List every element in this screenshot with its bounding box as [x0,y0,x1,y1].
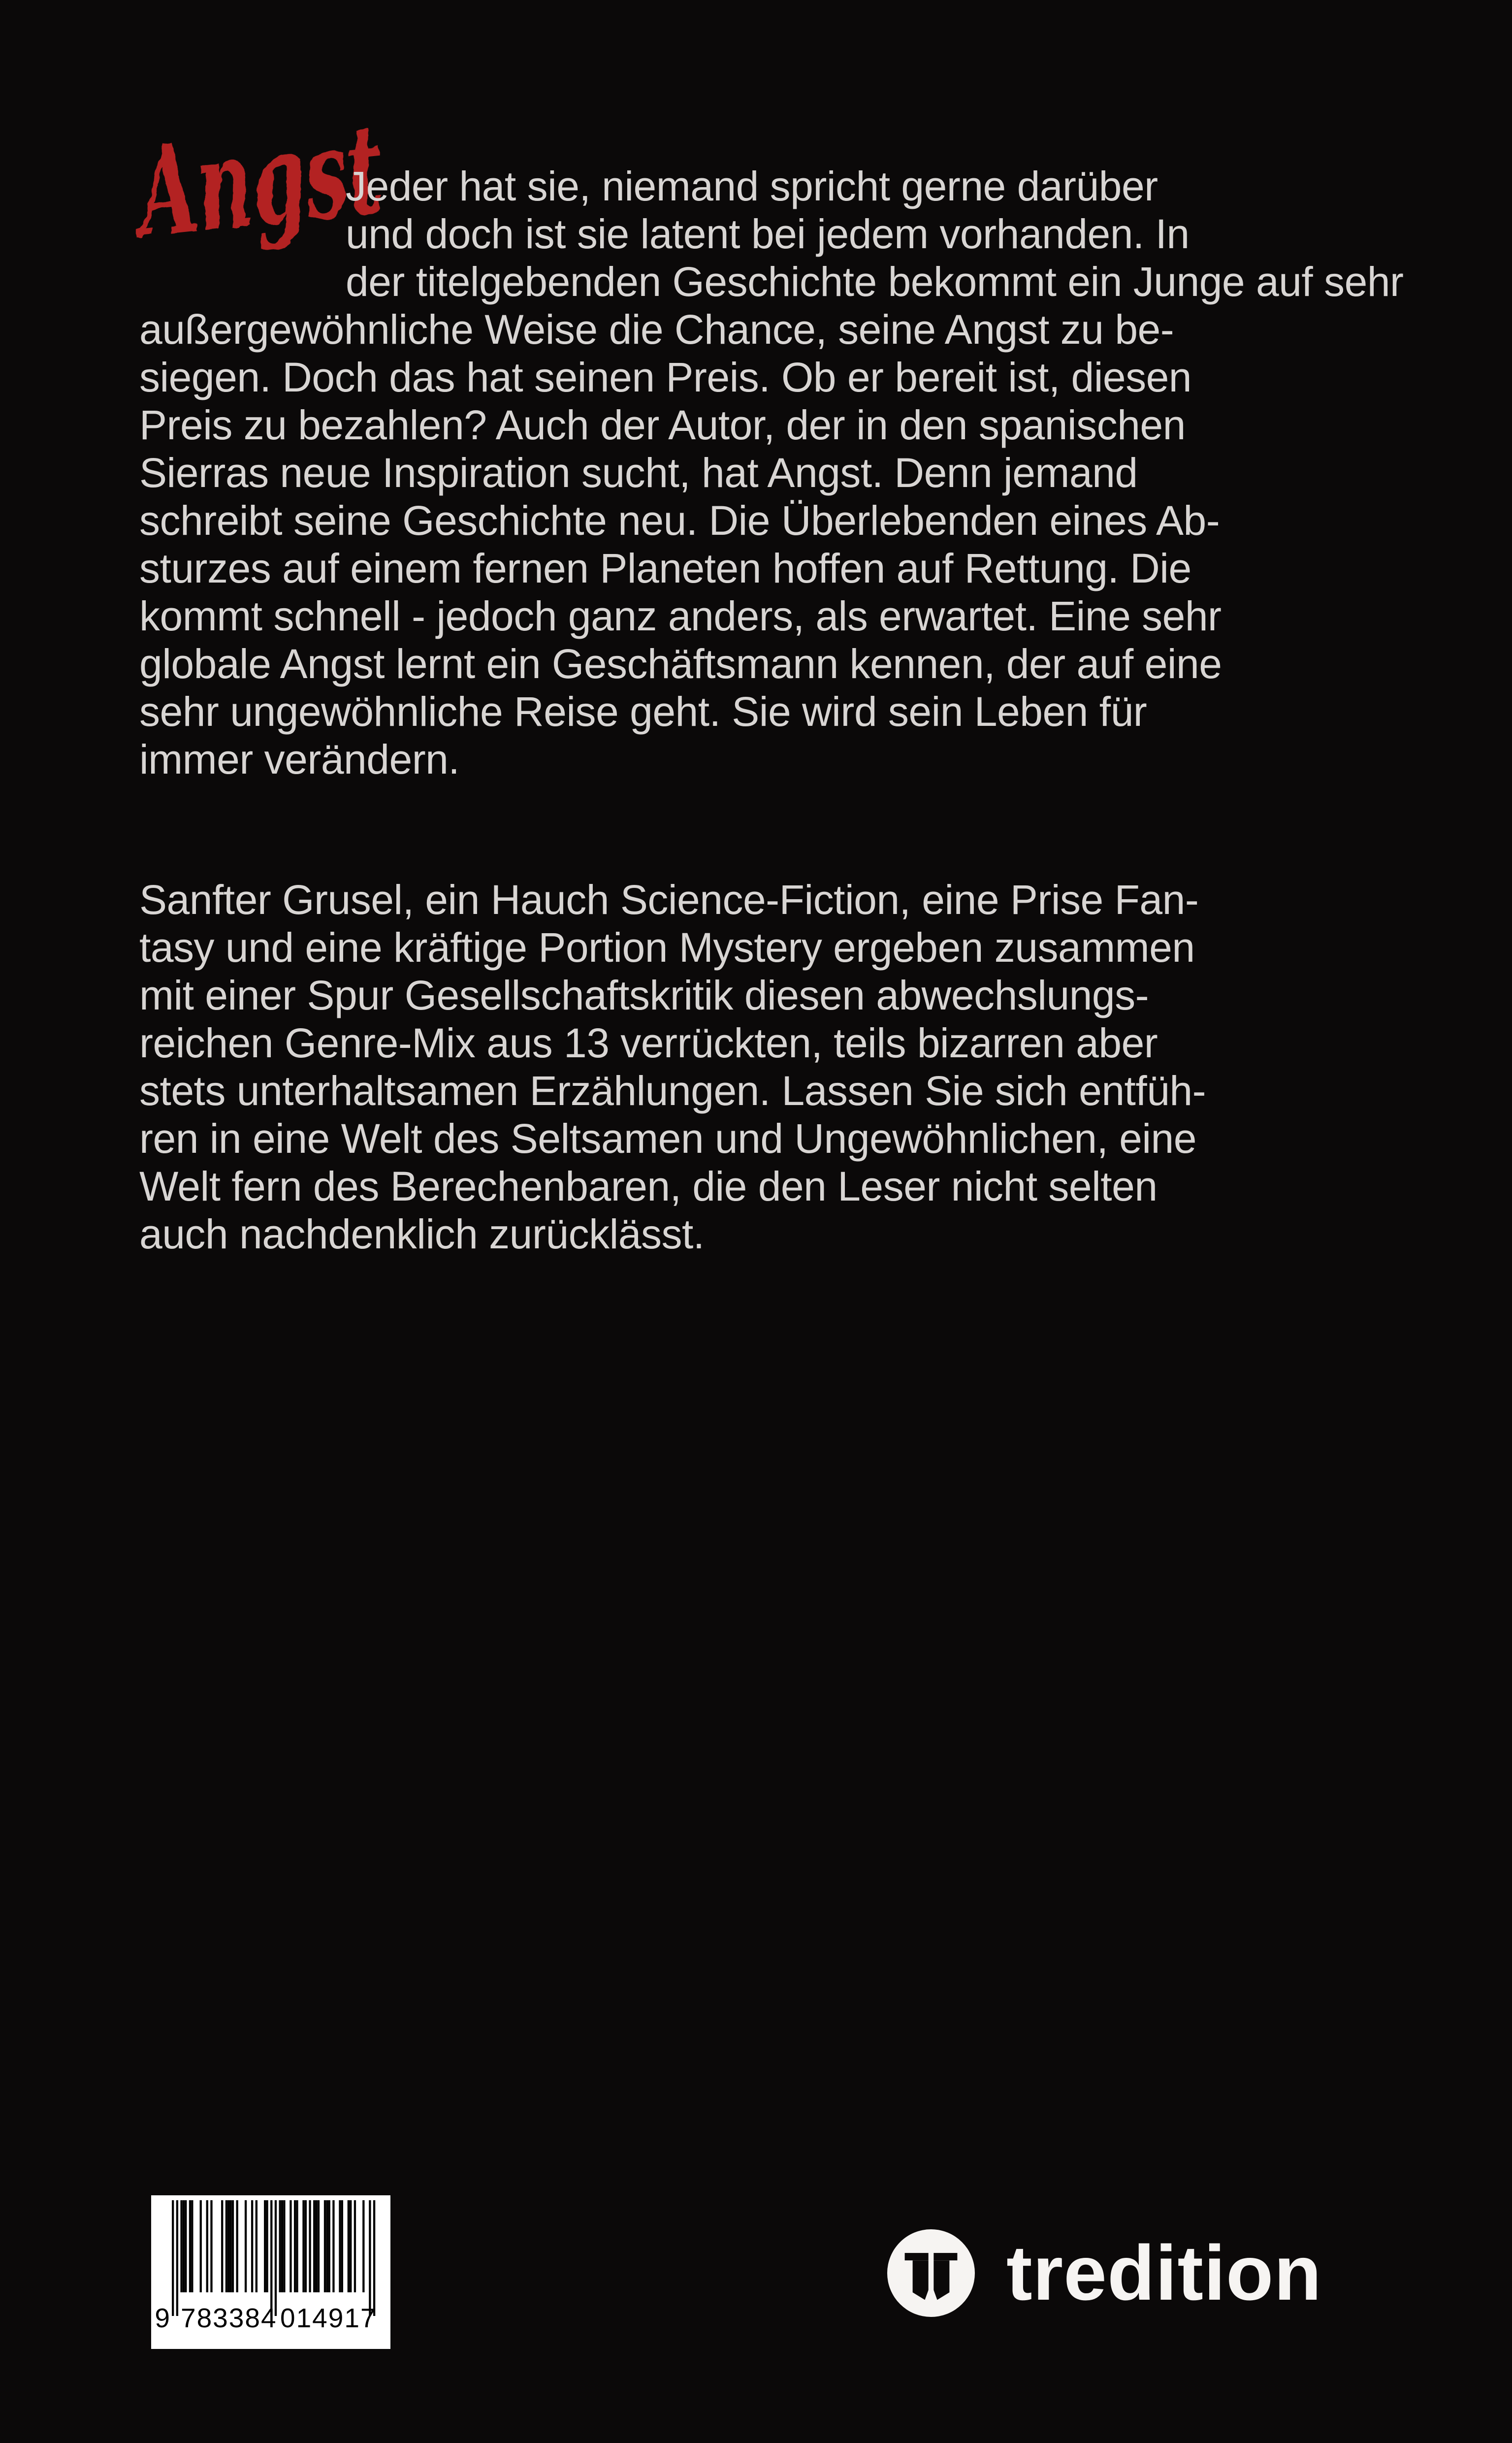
blurb-paragraph-1 [130,96,1439,783]
barcode-digits [151,2305,390,2344]
book-title-art [130,96,390,266]
blurb-paragraph-1-text: Jeder hat sie, niemand spricht gerne darüber und doch ist sie latent bei jedem vorhanden. In der titelgebenden Geschichte bekommt ein Junge auf sehr außergewöhnliche Weise die Chance, seine Angst zu be- siegen. Doch das hat seinen Preis. Ob er bereit ist, diesen Preis zu bezahlen? Auch der Autor, der in den spanischen Sierras neue Inspiration sucht, hat Angst. Denn jemand schreibt seine Geschichte neu. Die Überlebenden eines Ab- sturzes auf einem fernen Planeten hoffen auf Rettung. Die kommt schnell - jedoch ganz anders, als erwartet. Eine sehr globale Angst lernt ein Geschäftsmann kennen, der auf eine sehr ungewöhnliche Reise geht. Sie wird sein Leben für immer verändern. [139,163,1404,782]
blurb-text-block [130,96,1439,1258]
publisher-logo [887,2229,1322,2317]
publisher-wordmark: tredition [1006,2230,1322,2316]
book-title-text: Angst [130,96,390,266]
ean-group-2: 014917 [280,2303,377,2333]
tredition-logo-icon [887,2229,975,2317]
book-title [130,96,390,266]
ean-prefix-digit: 9 [155,2303,170,2333]
ean-group-1: 783384 [181,2303,277,2333]
blurb-paragraph-2 [139,876,1439,1258]
blurb-paragraph-2-text: Sanfter Grusel, ein Hauch Science-Fiction, eine Prise Fan- tasy und eine kräftige Portion Mystery ergeben zusammen mit einer Spur Gesellschaftskritik diesen abwechslungs- reichen Genre-Mix aus 13 verrückten, teils bizarren aber stets unterhaltsamen Erzählungen. Lassen Sie sich entfüh- ren in eine Welt des Seltsamen und Ungewöhnlichen, eine Welt fern des Berechenbaren, die den Leser nicht selten auch nachdenklich zurücklässt. [139,877,1206,1257]
isbn-barcode [151,2195,390,2349]
